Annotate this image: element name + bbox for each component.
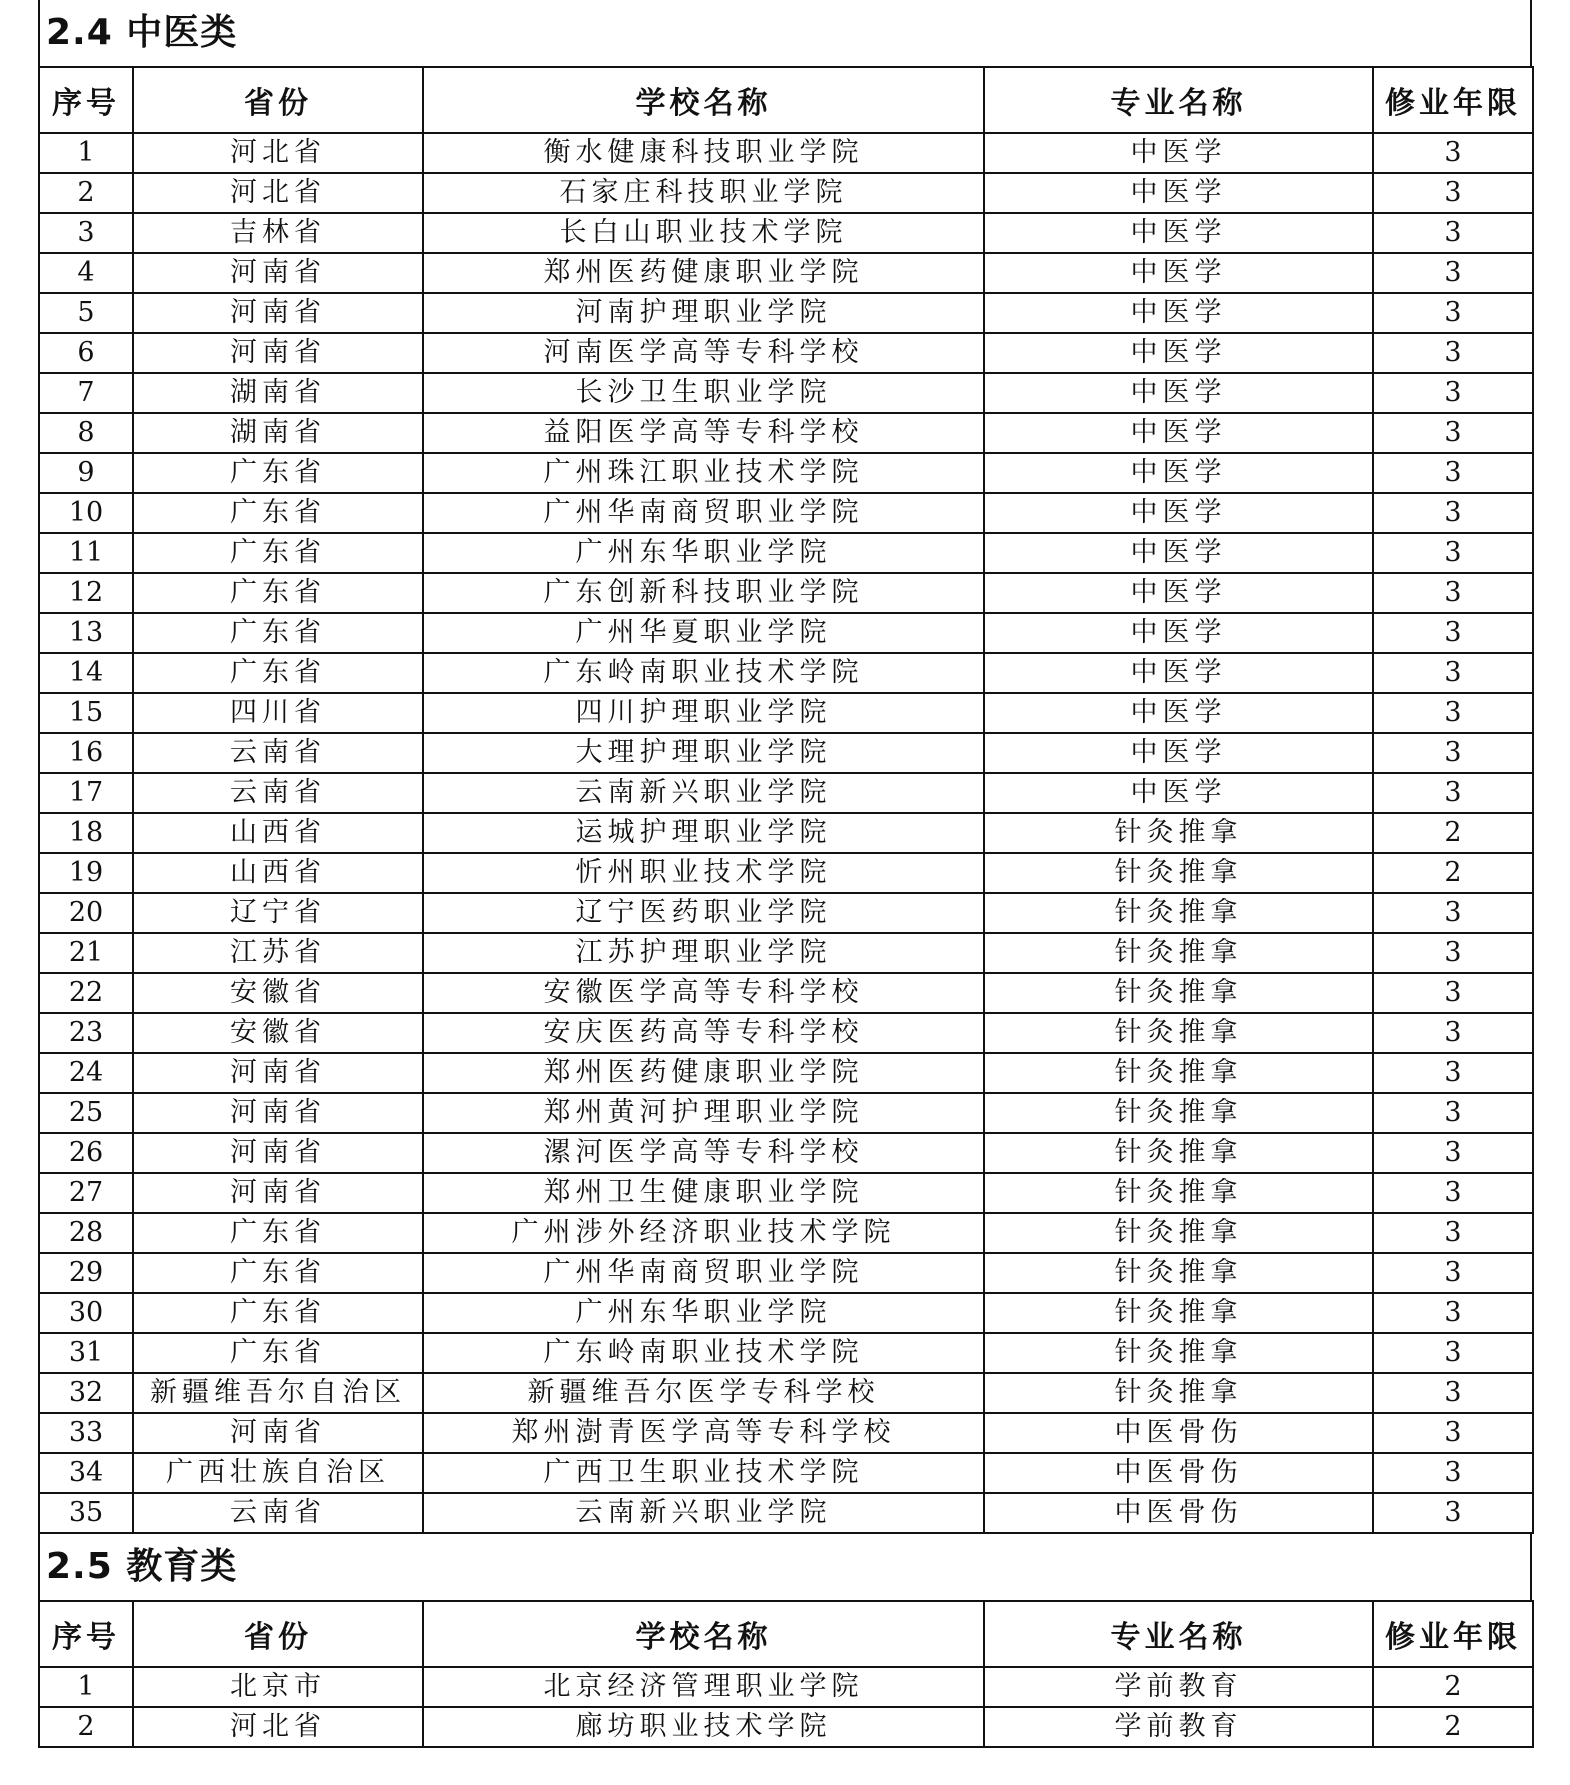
table-row [39,693,1533,733]
cell-school: 郑州医药健康职业学院 [423,1053,984,1093]
cell-school: 运城护理职业学院 [423,813,984,853]
cell-province: 云南省 [133,773,423,813]
cell-province: 广东省 [133,533,423,573]
table-row [39,893,1533,933]
cell-province: 河北省 [133,133,423,173]
table-row [39,1373,1533,1413]
cell-years: 3 [1373,173,1533,213]
cell-province: 安徽省 [133,973,423,1013]
cell-school: 廊坊职业技术学院 [423,1707,984,1747]
cell-years: 3 [1373,1413,1533,1453]
table-row [39,333,1533,373]
cell-index: 1 [39,133,133,173]
cell-index: 8 [39,413,133,453]
cell-school: 郑州医药健康职业学院 [423,253,984,293]
cell-major: 中医学 [984,333,1373,373]
column-header-school: 学校名称 [423,1601,984,1667]
cell-major: 针灸推拿 [984,1293,1373,1333]
cell-province: 广东省 [133,453,423,493]
cell-province: 吉林省 [133,213,423,253]
table-row [39,773,1533,813]
cell-province: 广东省 [133,1253,423,1293]
column-header-province: 省份 [133,1601,423,1667]
section-title: 2.4 中医类 [38,0,1532,66]
cell-school: 河南护理职业学院 [423,293,984,333]
cell-major: 针灸推拿 [984,933,1373,973]
cell-major: 学前教育 [984,1707,1373,1747]
cell-province: 广东省 [133,1293,423,1333]
cell-index: 35 [39,1493,133,1533]
cell-years: 3 [1373,1053,1533,1093]
cell-major: 学前教育 [984,1667,1373,1707]
cell-school: 郑州卫生健康职业学院 [423,1173,984,1213]
cell-years: 3 [1373,733,1533,773]
table-row [39,293,1533,333]
table-row [39,533,1533,573]
cell-province: 云南省 [133,733,423,773]
cell-major: 中医骨伤 [984,1453,1373,1493]
cell-school: 广州华南商贸职业学院 [423,493,984,533]
cell-province: 河南省 [133,1053,423,1093]
cell-major: 中医学 [984,573,1373,613]
cell-years: 3 [1373,293,1533,333]
cell-years: 3 [1373,1253,1533,1293]
table-row [39,253,1533,293]
cell-province: 江苏省 [133,933,423,973]
cell-province: 广东省 [133,1333,423,1373]
cell-index: 22 [39,973,133,1013]
cell-years: 3 [1373,213,1533,253]
cell-major: 中医骨伤 [984,1493,1373,1533]
table-row [39,1707,1533,1747]
cell-index: 2 [39,173,133,213]
table-row [39,1013,1533,1053]
cell-years: 3 [1373,1373,1533,1413]
cell-index: 11 [39,533,133,573]
table-row [39,613,1533,653]
table-row [39,1213,1533,1253]
cell-school: 新疆维吾尔医学专科学校 [423,1373,984,1413]
cell-school: 长白山职业技术学院 [423,213,984,253]
cell-major: 针灸推拿 [984,1173,1373,1213]
cell-school: 忻州职业技术学院 [423,853,984,893]
cell-years: 2 [1373,1707,1533,1747]
column-header-major: 专业名称 [984,1601,1373,1667]
cell-index: 13 [39,613,133,653]
table-row [39,1333,1533,1373]
cell-province: 四川省 [133,693,423,733]
cell-major: 中医学 [984,533,1373,573]
table-row [39,1413,1533,1453]
cell-index: 14 [39,653,133,693]
cell-province: 北京市 [133,1667,423,1707]
cell-years: 3 [1373,133,1533,173]
cell-years: 3 [1373,493,1533,533]
column-header-years: 修业年限 [1373,1601,1533,1667]
table-row [39,493,1533,533]
table-header-row [39,67,1533,133]
table-row [39,973,1533,1013]
table-row [39,1133,1533,1173]
column-header-major: 专业名称 [984,67,1373,133]
cell-major: 中医学 [984,373,1373,413]
cell-school: 安庆医药高等专科学校 [423,1013,984,1053]
table-row [39,1493,1533,1533]
cell-index: 15 [39,693,133,733]
cell-index: 3 [39,213,133,253]
cell-school: 郑州澍青医学高等专科学校 [423,1413,984,1453]
table-row [39,653,1533,693]
cell-province: 新疆维吾尔自治区 [133,1373,423,1413]
cell-school: 广州东华职业学院 [423,1293,984,1333]
cell-province: 河北省 [133,1707,423,1747]
cell-years: 3 [1373,1213,1533,1253]
table-row [39,1253,1533,1293]
cell-school: 衡水健康科技职业学院 [423,133,984,173]
cell-index: 5 [39,293,133,333]
cell-years: 3 [1373,893,1533,933]
cell-province: 河南省 [133,1173,423,1213]
cell-province: 云南省 [133,1493,423,1533]
cell-province: 广东省 [133,1213,423,1253]
cell-major: 针灸推拿 [984,1133,1373,1173]
cell-index: 33 [39,1413,133,1453]
cell-index: 1 [39,1667,133,1707]
cell-index: 4 [39,253,133,293]
cell-index: 29 [39,1253,133,1293]
cell-index: 21 [39,933,133,973]
cell-years: 3 [1373,253,1533,293]
cell-years: 3 [1373,333,1533,373]
table-row [39,133,1533,173]
cell-years: 3 [1373,573,1533,613]
cell-school: 大理护理职业学院 [423,733,984,773]
cell-years: 3 [1373,933,1533,973]
cell-school: 广州珠江职业技术学院 [423,453,984,493]
column-header-province: 省份 [133,67,423,133]
cell-school: 广州华南商贸职业学院 [423,1253,984,1293]
cell-index: 27 [39,1173,133,1213]
cell-school: 江苏护理职业学院 [423,933,984,973]
cell-major: 中医学 [984,213,1373,253]
cell-province: 广东省 [133,493,423,533]
cell-years: 3 [1373,653,1533,693]
cell-major: 中医学 [984,173,1373,213]
cell-major: 中医学 [984,693,1373,733]
cell-major: 针灸推拿 [984,813,1373,853]
column-header-years: 修业年限 [1373,67,1533,133]
cell-index: 26 [39,1133,133,1173]
cell-school: 漯河医学高等专科学校 [423,1133,984,1173]
cell-index: 20 [39,893,133,933]
cell-years: 3 [1373,413,1533,453]
cell-school: 河南医学高等专科学校 [423,333,984,373]
cell-index: 34 [39,1453,133,1493]
cell-years: 3 [1373,1293,1533,1333]
cell-years: 2 [1373,1667,1533,1707]
cell-major: 中医学 [984,413,1373,453]
cell-major: 中医学 [984,733,1373,773]
cell-province: 安徽省 [133,1013,423,1053]
cell-years: 3 [1373,1013,1533,1053]
cell-school: 北京经济管理职业学院 [423,1667,984,1707]
cell-years: 3 [1373,773,1533,813]
table-row [39,933,1533,973]
cell-province: 河南省 [133,1093,423,1133]
cell-school: 郑州黄河护理职业学院 [423,1093,984,1133]
cell-province: 河南省 [133,333,423,373]
table-row [39,1293,1533,1333]
table-row [39,413,1533,453]
cell-years: 3 [1373,1333,1533,1373]
table-row [39,573,1533,613]
cell-index: 19 [39,853,133,893]
cell-years: 3 [1373,1093,1533,1133]
cell-index: 23 [39,1013,133,1053]
program-table [38,66,1534,1534]
table-row [39,1173,1533,1213]
cell-province: 湖南省 [133,413,423,453]
cell-index: 12 [39,573,133,613]
cell-index: 30 [39,1293,133,1333]
cell-school: 广东岭南职业技术学院 [423,1333,984,1373]
cell-years: 3 [1373,693,1533,733]
cell-school: 广州华夏职业学院 [423,613,984,653]
cell-index: 32 [39,1373,133,1413]
cell-major: 中医骨伤 [984,1413,1373,1453]
cell-index: 17 [39,773,133,813]
column-header-index: 序号 [39,67,133,133]
column-header-index: 序号 [39,1601,133,1667]
cell-index: 16 [39,733,133,773]
cell-major: 中医学 [984,613,1373,653]
cell-major: 针灸推拿 [984,1053,1373,1093]
cell-province: 河南省 [133,1133,423,1173]
program-table [38,1600,1534,1748]
cell-school: 四川护理职业学院 [423,693,984,733]
cell-years: 3 [1373,613,1533,653]
column-header-school: 学校名称 [423,67,984,133]
cell-province: 河北省 [133,173,423,213]
cell-years: 2 [1373,813,1533,853]
cell-years: 3 [1373,1133,1533,1173]
table-row [39,173,1533,213]
cell-school: 长沙卫生职业学院 [423,373,984,413]
cell-index: 9 [39,453,133,493]
table-row [39,213,1533,253]
cell-index: 31 [39,1333,133,1373]
cell-index: 10 [39,493,133,533]
table-row [39,1453,1533,1493]
cell-school: 云南新兴职业学院 [423,773,984,813]
cell-years: 3 [1373,1173,1533,1213]
cell-major: 中医学 [984,293,1373,333]
table-row [39,1093,1533,1133]
cell-index: 2 [39,1707,133,1747]
cell-major: 针灸推拿 [984,1253,1373,1293]
cell-major: 中医学 [984,453,1373,493]
cell-index: 28 [39,1213,133,1253]
cell-province: 河南省 [133,1413,423,1453]
table-row [39,1667,1533,1707]
table-row [39,733,1533,773]
cell-major: 针灸推拿 [984,893,1373,933]
cell-years: 3 [1373,973,1533,1013]
cell-school: 广州东华职业学院 [423,533,984,573]
cell-years: 3 [1373,1453,1533,1493]
table-row [39,1053,1533,1093]
table-header-row [39,1601,1533,1667]
cell-major: 针灸推拿 [984,1213,1373,1253]
cell-major: 针灸推拿 [984,1333,1373,1373]
cell-school: 石家庄科技职业学院 [423,173,984,213]
cell-index: 7 [39,373,133,413]
cell-index: 25 [39,1093,133,1133]
cell-school: 云南新兴职业学院 [423,1493,984,1533]
cell-province: 广东省 [133,613,423,653]
cell-years: 2 [1373,853,1533,893]
cell-major: 针灸推拿 [984,1373,1373,1413]
cell-index: 24 [39,1053,133,1093]
cell-years: 3 [1373,453,1533,493]
cell-province: 河南省 [133,253,423,293]
cell-major: 中医学 [984,493,1373,533]
cell-school: 广东创新科技职业学院 [423,573,984,613]
cell-years: 3 [1373,1493,1533,1533]
cell-province: 广西壮族自治区 [133,1453,423,1493]
cell-school: 广东岭南职业技术学院 [423,653,984,693]
cell-province: 辽宁省 [133,893,423,933]
cell-province: 河南省 [133,293,423,333]
document-sheet [38,0,1532,1748]
cell-years: 3 [1373,373,1533,413]
cell-major: 中医学 [984,653,1373,693]
cell-school: 辽宁医药职业学院 [423,893,984,933]
cell-major: 针灸推拿 [984,1013,1373,1053]
cell-school: 益阳医学高等专科学校 [423,413,984,453]
cell-major: 针灸推拿 [984,1093,1373,1133]
cell-major: 针灸推拿 [984,973,1373,1013]
cell-major: 中医学 [984,133,1373,173]
cell-years: 3 [1373,533,1533,573]
table-row [39,813,1533,853]
cell-province: 广东省 [133,653,423,693]
cell-index: 18 [39,813,133,853]
cell-province: 山西省 [133,853,423,893]
cell-school: 安徽医学高等专科学校 [423,973,984,1013]
cell-major: 中医学 [984,773,1373,813]
cell-index: 6 [39,333,133,373]
section-title: 2.5 教育类 [38,1534,1532,1600]
cell-school: 广西卫生职业技术学院 [423,1453,984,1493]
cell-province: 湖南省 [133,373,423,413]
cell-province: 广东省 [133,573,423,613]
cell-major: 针灸推拿 [984,853,1373,893]
cell-major: 中医学 [984,253,1373,293]
table-row [39,373,1533,413]
table-row [39,453,1533,493]
table-row [39,853,1533,893]
cell-school: 广州涉外经济职业技术学院 [423,1213,984,1253]
cell-province: 山西省 [133,813,423,853]
